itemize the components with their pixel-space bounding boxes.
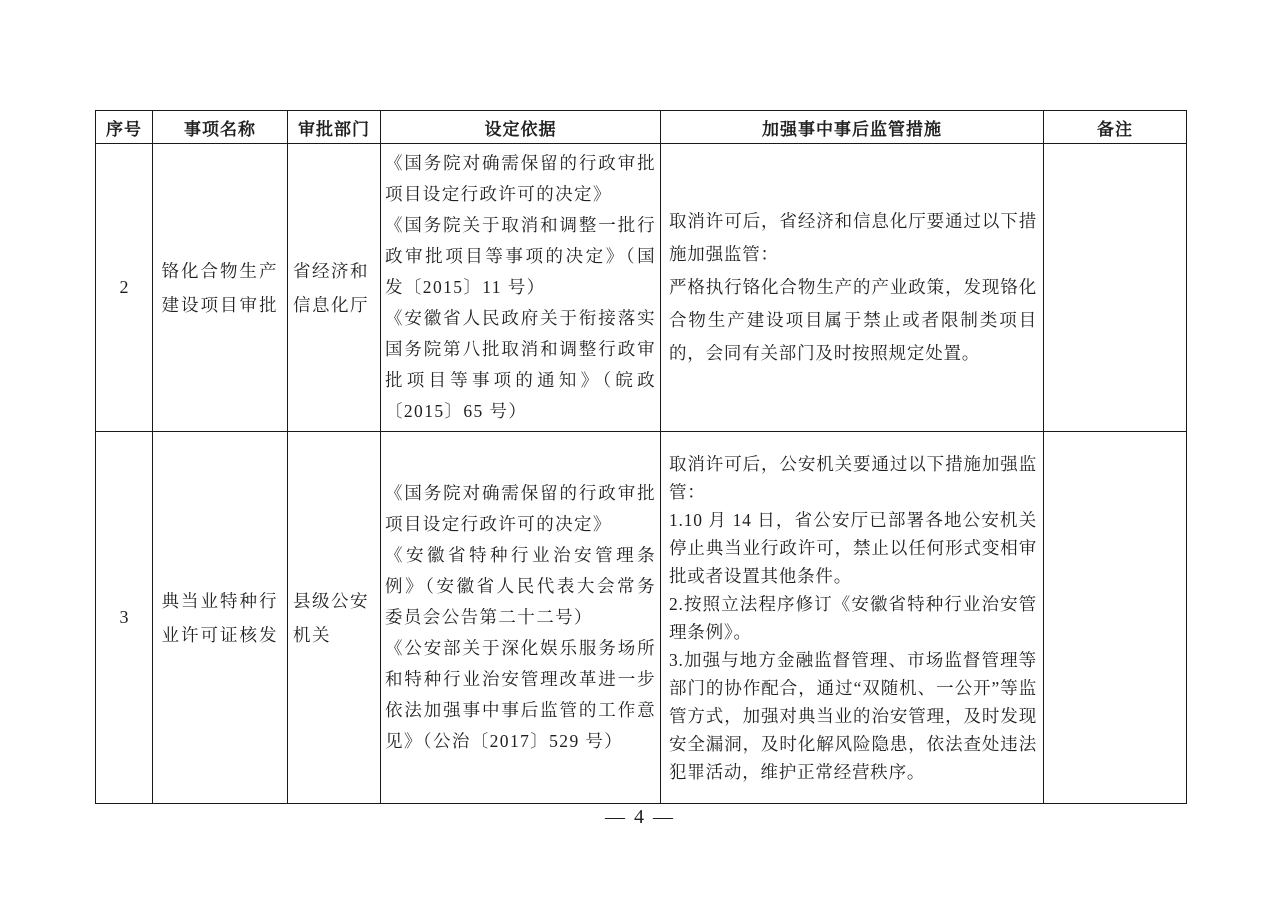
cell-remark [1044, 432, 1187, 804]
basis-paragraph: 《公安部关于深化娱乐服务场所和特种行业治安管理改革进一步依法加强事中事后监管的工作意见》（公治〔2017〕529 号） [385, 638, 656, 751]
measure-paragraph: 取消许可后，公安机关要通过以下措施加强监管： [669, 453, 1037, 502]
measure-paragraph: 严格执行铬化合物生产的产业政策，发现铬化合物生产建设项目属于禁止或者限制类项目的，会同有关部门及时按照规定处置。 [669, 277, 1037, 363]
cell-basis [381, 144, 661, 432]
cell-measures [661, 144, 1044, 432]
page-number: — 4 — [605, 806, 675, 828]
measure-paragraph: 取消许可后，省经济和信息化厅要通过以下措施加强监管： [669, 211, 1037, 264]
table-header-row [96, 111, 1187, 144]
col-header-seq: 序号 [96, 111, 153, 144]
col-header-remark: 备注 [1044, 111, 1187, 144]
table-row [96, 144, 1187, 432]
basis-paragraph: 《国务院对确需保留的行政审批项目设定行政许可的决定》 [385, 153, 656, 204]
basis-paragraph: 《国务院关于取消和调整一批行政审批项目等事项的决定》（国发〔2015〕11 号） [385, 215, 656, 297]
approval-items-table [95, 110, 1187, 804]
basis-paragraph: 《国务院对确需保留的行政审批项目设定行政许可的决定》 [385, 483, 656, 534]
cell-department: 县级公安机关 [288, 432, 381, 804]
table-row [96, 432, 1187, 804]
col-header-department: 审批部门 [288, 111, 381, 144]
cell-basis [381, 432, 661, 804]
cell-department: 省经济和信息化厅 [288, 144, 381, 432]
measure-paragraph: 2.按照立法程序修订《安徽省特种行业治安管理条例》。 [669, 593, 1037, 642]
measure-paragraph: 3.加强与地方金融监督管理、市场监督管理等部门的协作配合，通过“双随机、一公开”等监管方式，加强对典当业的治安管理，及时发现安全漏洞，及时化解风险隐患，依法查处违法犯罪活动，维护正常经营秩序。 [669, 649, 1037, 782]
basis-paragraph: 《安徽省特种行业治安管理条例》（安徽省人民代表大会常务委员会公告第二十二号） [385, 545, 656, 627]
basis-paragraph: 《安徽省人民政府关于衔接落实国务院第八批取消和调整行政审批项目等事项的通知》（皖政〔2015〕65 号） [385, 308, 656, 421]
col-header-measures: 加强事中事后监管措施 [661, 111, 1044, 144]
cell-item-name: 典当业特种行业许可证核发 [153, 432, 288, 804]
cell-measures [661, 432, 1044, 804]
col-header-item-name: 事项名称 [153, 111, 288, 144]
col-header-basis: 设定依据 [381, 111, 661, 144]
cell-remark [1044, 144, 1187, 432]
measure-paragraph: 1.10 月 14 日，省公安厅已部署各地公安机关停止典当业行政许可，禁止以任何形式变相审批或者设置其他条件。 [669, 509, 1037, 586]
cell-seq: 2 [96, 144, 153, 432]
cell-item-name: 铬化合物生产建设项目审批 [153, 144, 288, 432]
cell-seq: 3 [96, 432, 153, 804]
